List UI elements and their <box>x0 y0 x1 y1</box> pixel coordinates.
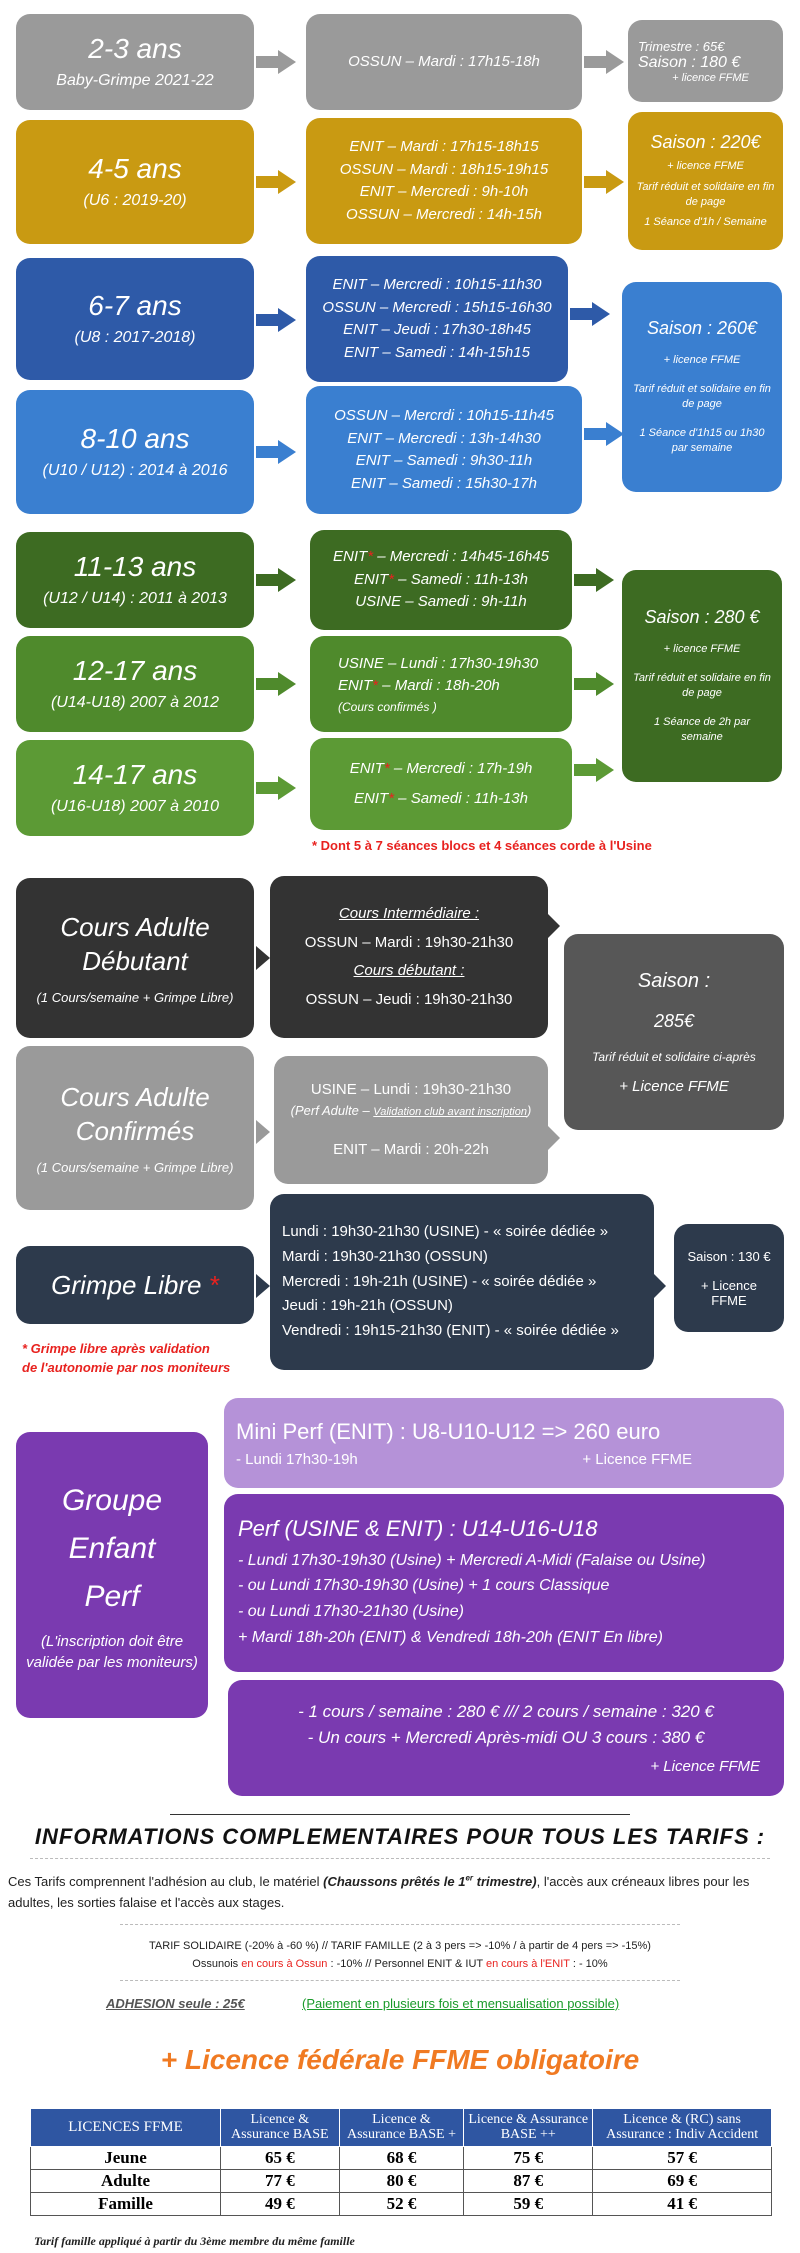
price-title: Saison : <box>637 969 711 992</box>
group-title: Débutant <box>82 945 188 976</box>
mini-perf-licence: + Licence FFME <box>582 1450 692 1468</box>
table-cell: Famille <box>31 2192 221 2215</box>
perf-line: - ou Lundi 17h30-21h30 (Usine) <box>238 1603 464 1620</box>
info-title: INFORMATIONS COMPLEMENTAIRES POUR TOUS LES TARIFS : <box>34 1824 766 1849</box>
schedule-line: ENIT – Mercredi : 9h-10h <box>359 183 529 200</box>
perf-line: - Lundi 17h30-19h30 (Usine) + Mercredi A-Midi (Falaise ou Usine) <box>238 1551 706 1569</box>
schedule-heading: Cours Intermédiaire : <box>338 905 480 922</box>
table-cell: 65 € <box>221 2146 340 2169</box>
table-footnote: Tarif famille appliqué à partir du 3ème membre du même famille <box>34 2234 355 2248</box>
group-title: Cours Adulte <box>60 911 210 942</box>
perf-price-line: - 1 cours / semaine : 280 € /// 2 cours / semaine : 320 € <box>298 1701 714 1721</box>
group-title: 14-17 ans <box>72 758 198 790</box>
table-header: Licence & Assurance BASE ++ <box>464 2109 593 2147</box>
schedule-line: USINE – Lundi : 17h30-19h30 <box>338 654 539 672</box>
group-box-8-10 <box>16 390 254 514</box>
arrow-icon <box>548 1124 568 1152</box>
table-cell: 68 € <box>339 2146 464 2169</box>
perf-title: Perf (USINE & ENIT) : U14-U16-U18 <box>238 1515 598 1541</box>
schedule-box-14-17 <box>310 738 572 830</box>
tarif-line: Ossunois en cours à Ossun : -10% // Personnel ENIT & IUT en cours à l'ENIT : - 10% <box>192 1958 608 1970</box>
schedule-line: ENIT* – Samedi : 11h-13h <box>354 790 528 807</box>
adult-beginner-box <box>16 878 254 1038</box>
arrow-icon <box>256 670 296 698</box>
price-title: Saison : 220€ <box>650 131 761 152</box>
table-cell: 77 € <box>221 2169 340 2192</box>
table-row <box>31 2169 772 2192</box>
schedule-line: USINE – Samedi : 9h-11h <box>355 593 527 611</box>
table-header: Licence & Assurance BASE <box>221 2109 340 2147</box>
group-subtitle: (U10 / U12) : 2014 à 2016 <box>42 462 228 480</box>
table-row <box>31 2192 772 2215</box>
group-title: 8-10 ans <box>80 422 190 454</box>
price-line: Saison : 180 € <box>638 53 741 71</box>
table-cell: 59 € <box>464 2192 593 2215</box>
free-climb-price <box>674 1224 784 1332</box>
arrow-icon <box>256 306 296 334</box>
group-subtitle: (U14-U18) 2007 à 2012 <box>50 694 220 712</box>
arrow-icon <box>256 48 296 76</box>
adult-confirmed-schedule <box>274 1056 548 1184</box>
group-subtitle: (U12 / U14) : 2011 à 2013 <box>43 590 227 608</box>
schedule-line: ENIT* – Mercredi : 17h-19h <box>349 759 533 777</box>
schedule-line: (Perf Adulte – Validation club avant inscription) <box>290 1103 532 1119</box>
price-line: Tarif réduit et solidaire en fin de page <box>633 383 771 411</box>
group-subtitle: (U6 : 2019-20) <box>83 192 187 210</box>
price-line: Trimestre : 65€ <box>638 38 725 54</box>
info-paragraph: Ces Tarifs comprennent l'adhésion au club, le matériel (Chaussons prêtés le 1er trimestre), l'accès aux créneaux libres pour les adultes, les sorties falaise et l'accès aux stages. <box>8 1873 750 1910</box>
table-cell: 49 € <box>221 2192 340 2215</box>
table-cell: 75 € <box>464 2146 593 2169</box>
group-title: 11-13 ans <box>73 550 197 582</box>
group-title: Grimpe Libre * <box>51 1269 219 1300</box>
price-title: Saison : 280 € <box>644 607 760 628</box>
schedule-line: OSSUN – Mardi : 17h15-18h <box>348 52 540 70</box>
group-title: 4-5 ans <box>88 152 182 184</box>
table-cell: Jeune <box>31 2146 221 2169</box>
divider <box>120 1980 680 1981</box>
schedule-line: Mardi : 19h30-21h30 (OSSUN) <box>282 1247 488 1265</box>
schedule-line: OSSUN – Mercrdi : 10h15-11h45 <box>334 407 554 424</box>
price-box-2-3 <box>628 20 783 102</box>
schedule-line: ENIT – Mercredi : 13h-14h30 <box>347 429 541 447</box>
schedule-box-6-7 <box>306 256 568 382</box>
table-cell: 69 € <box>593 2169 772 2192</box>
perf-line: + Mardi 18h-20h (ENIT) & Vendredi 18h-20h (ENIT En libre) <box>238 1628 663 1646</box>
schedule-line: ENIT* – Mercredi : 14h45-16h45 <box>333 548 549 566</box>
group-title: 12-17 ans <box>72 654 198 686</box>
schedule-line: Mercredi : 19h-21h (USINE) - « soirée dédiée » <box>282 1272 597 1290</box>
arrow-icon <box>256 774 296 802</box>
perf-line: - ou Lundi 17h30-19h30 (Usine) + 1 cours Classique <box>238 1577 610 1595</box>
schedule-box-12-17 <box>310 636 572 732</box>
price-box-6-10 <box>622 282 782 492</box>
arrow-icon <box>256 438 296 466</box>
schedule-line: ENIT – Mardi : 17h15-18h15 <box>349 138 539 155</box>
table-cell: Adulte <box>31 2169 221 2192</box>
schedule-box-2-3 <box>306 14 582 110</box>
schedule-line: USINE – Lundi : 19h30-21h30 <box>310 1080 512 1098</box>
price-line: + licence FFME <box>663 354 741 367</box>
schedule-line: OSSUN – Mercredi : 15h15-16h30 <box>322 298 552 316</box>
free-climb-box <box>16 1246 254 1324</box>
schedule-line: (Cours confirmés ) <box>338 699 437 714</box>
group-box-11-13 <box>16 532 254 628</box>
schedule-line: OSSUN – Mardi : 18h15-19h15 <box>339 160 549 178</box>
price-line: Tarif réduit et solidaire en fin de page <box>633 672 771 700</box>
divider <box>120 1924 680 1925</box>
table-cell: 80 € <box>339 2169 464 2192</box>
group-title: Confirmés <box>75 1115 195 1146</box>
arrow-icon <box>256 1118 276 1146</box>
schedule-box-8-10 <box>306 386 582 514</box>
price-line: 1 Séance d'1h15 ou 1h30 par semaine <box>639 426 765 454</box>
adult-confirmed-box <box>16 1046 254 1210</box>
table-cell: 57 € <box>593 2146 772 2169</box>
price-line: Saison : 130 € <box>687 1248 771 1264</box>
free-climb-schedule <box>270 1194 654 1370</box>
payment-note: (Paiement en plusieurs fois et mensualisation possible) <box>302 1996 620 2011</box>
schedule-line: ENIT* – Mardi : 18h-20h <box>338 677 500 694</box>
table-header: LICENCES FFME <box>31 2109 221 2147</box>
group-title: Groupe <box>61 1484 163 1517</box>
group-subtitle: (U16-U18) 2007 à 2010 <box>50 798 220 816</box>
group-box-14-17 <box>16 740 254 836</box>
schedule-line: OSSUN – Mercredi : 14h-15h <box>346 205 542 223</box>
group-subtitle: (1 Cours/semaine + Grimpe Libre) <box>36 990 234 1006</box>
arrow-icon <box>654 1272 674 1300</box>
schedule-line: ENIT – Mercredi : 10h15-11h30 <box>332 276 542 293</box>
perf-price-licence: + Licence FFME <box>650 1757 760 1775</box>
price-title: Saison : 260€ <box>646 318 758 339</box>
schedule-line: Lundi : 19h30-21h30 (USINE) - « soirée dédiée » <box>282 1223 609 1241</box>
arrow-icon <box>574 566 614 594</box>
price-line: + licence FFME <box>672 71 749 84</box>
arrow-icon <box>548 912 568 940</box>
schedule-line: ENIT – Jeudi : 17h30-18h45 <box>343 321 531 338</box>
price-box-4-5 <box>628 112 783 250</box>
price-line: + Licence FFME <box>700 1277 757 1308</box>
group-subtitle: (U8 : 2017-2018) <box>74 329 196 347</box>
perf-box <box>224 1494 784 1672</box>
arrow-icon <box>584 168 624 196</box>
tarif-line: TARIF SOLIDAIRE (-20% à -60 %) // TARIF FAMILLE (2 à 3 pers => -10% / à partir de 4 pers => -15%) <box>149 1940 651 1952</box>
table-header: Licence & Assurance BASE + <box>339 2109 464 2147</box>
schedule-line: ENIT – Samedi : 15h30-17h <box>351 474 537 492</box>
table-cell: 41 € <box>593 2192 772 2215</box>
adult-beginner-schedule <box>270 876 548 1038</box>
arrow-icon <box>256 566 296 594</box>
mini-perf-title: Mini Perf (ENIT) : U8-U10-U12 => 260 euro <box>236 1418 661 1444</box>
adult-price-box <box>564 934 784 1130</box>
schedule-line: OSSUN – Jeudi : 19h30-21h30 <box>305 990 513 1008</box>
arrow-icon <box>584 48 624 76</box>
group-subtitle: (L'inscription doit être validée par les moniteurs) <box>26 1633 198 1671</box>
arrow-icon <box>574 756 614 784</box>
licence-title: + Licence fédérale FFME obligatoire <box>160 2044 640 2075</box>
schedule-line: ENIT – Samedi : 9h30-11h <box>355 452 533 469</box>
table-cell: 87 € <box>464 2169 593 2192</box>
schedule-line: ENIT – Mardi : 20h-22h <box>333 1140 489 1158</box>
group-box-4-5 <box>16 120 254 244</box>
price-box-11-17 <box>622 570 782 782</box>
licence-table <box>30 2108 772 2216</box>
price-line: Tarif réduit et solidaire en fin de page <box>636 180 775 208</box>
table-row <box>31 2146 772 2169</box>
arrow-icon <box>574 670 614 698</box>
schedule-heading: Cours débutant : <box>353 962 465 979</box>
arrow-icon <box>584 420 624 448</box>
schedule-line: ENIT* – Samedi : 11h-13h <box>354 570 528 588</box>
perf-group-box <box>16 1432 208 1718</box>
adhesion-price: ADHESION seule : 25€ <box>106 1996 245 2011</box>
arrow-icon <box>570 300 610 328</box>
price-line: Tarif réduit et solidaire ci-après <box>592 1049 756 1064</box>
price-line: 1 Séance de 2h par semaine <box>653 715 751 743</box>
divider <box>30 1858 770 1859</box>
perf-price-box <box>228 1680 784 1796</box>
group-title: Perf <box>84 1580 140 1613</box>
divider <box>170 1814 630 1815</box>
group-box-6-7 <box>16 258 254 380</box>
price-amount: 285€ <box>653 1010 695 1031</box>
mini-perf-box <box>224 1398 784 1488</box>
schedule-line: ENIT – Samedi : 14h-15h15 <box>344 343 530 361</box>
schedule-line: Jeudi : 19h-21h (OSSUN) <box>282 1297 453 1315</box>
perf-price-line: - Un cours + Mercredi Après-midi OU 3 cours : 380 € <box>307 1727 705 1747</box>
table-cell: 52 € <box>339 2192 464 2215</box>
group-title: 2-3 ans <box>88 32 182 64</box>
group-title: Cours Adulte <box>60 1081 210 1112</box>
group-title: 6-7 ans <box>88 289 182 321</box>
table-header: Licence & (RC) sans Assurance : Indiv Accident <box>593 2109 772 2147</box>
arrow-icon <box>256 168 296 196</box>
free-climb-note: * Grimpe libre après validation de l'autonomie par nos moniteurs <box>22 1341 231 1375</box>
price-line: + Licence FFME <box>619 1077 729 1095</box>
schedule-line: Vendredi : 19h15-21h30 (ENIT) - « soirée dédiée » <box>282 1322 619 1340</box>
star-note: * Dont 5 à 7 séances blocs et 4 séances corde à l'Usine <box>312 838 652 853</box>
schedule-box-4-5 <box>306 118 582 244</box>
group-title: Enfant <box>68 1532 156 1565</box>
price-line: + licence FFME <box>663 643 741 656</box>
group-box-2-3 <box>16 14 254 110</box>
price-line: + licence FFME <box>667 159 744 172</box>
group-subtitle: (1 Cours/semaine + Grimpe Libre) <box>36 1160 234 1176</box>
group-subtitle: Baby-Grimpe 2021-22 <box>56 72 214 90</box>
mini-perf-line: - Lundi 17h30-19h <box>236 1450 358 1468</box>
schedule-line: OSSUN – Mardi : 19h30-21h30 <box>304 933 514 951</box>
group-box-12-17 <box>16 636 254 732</box>
price-line: 1 Séance d'1h / Semaine <box>644 216 767 229</box>
schedule-box-11-13 <box>310 530 572 630</box>
